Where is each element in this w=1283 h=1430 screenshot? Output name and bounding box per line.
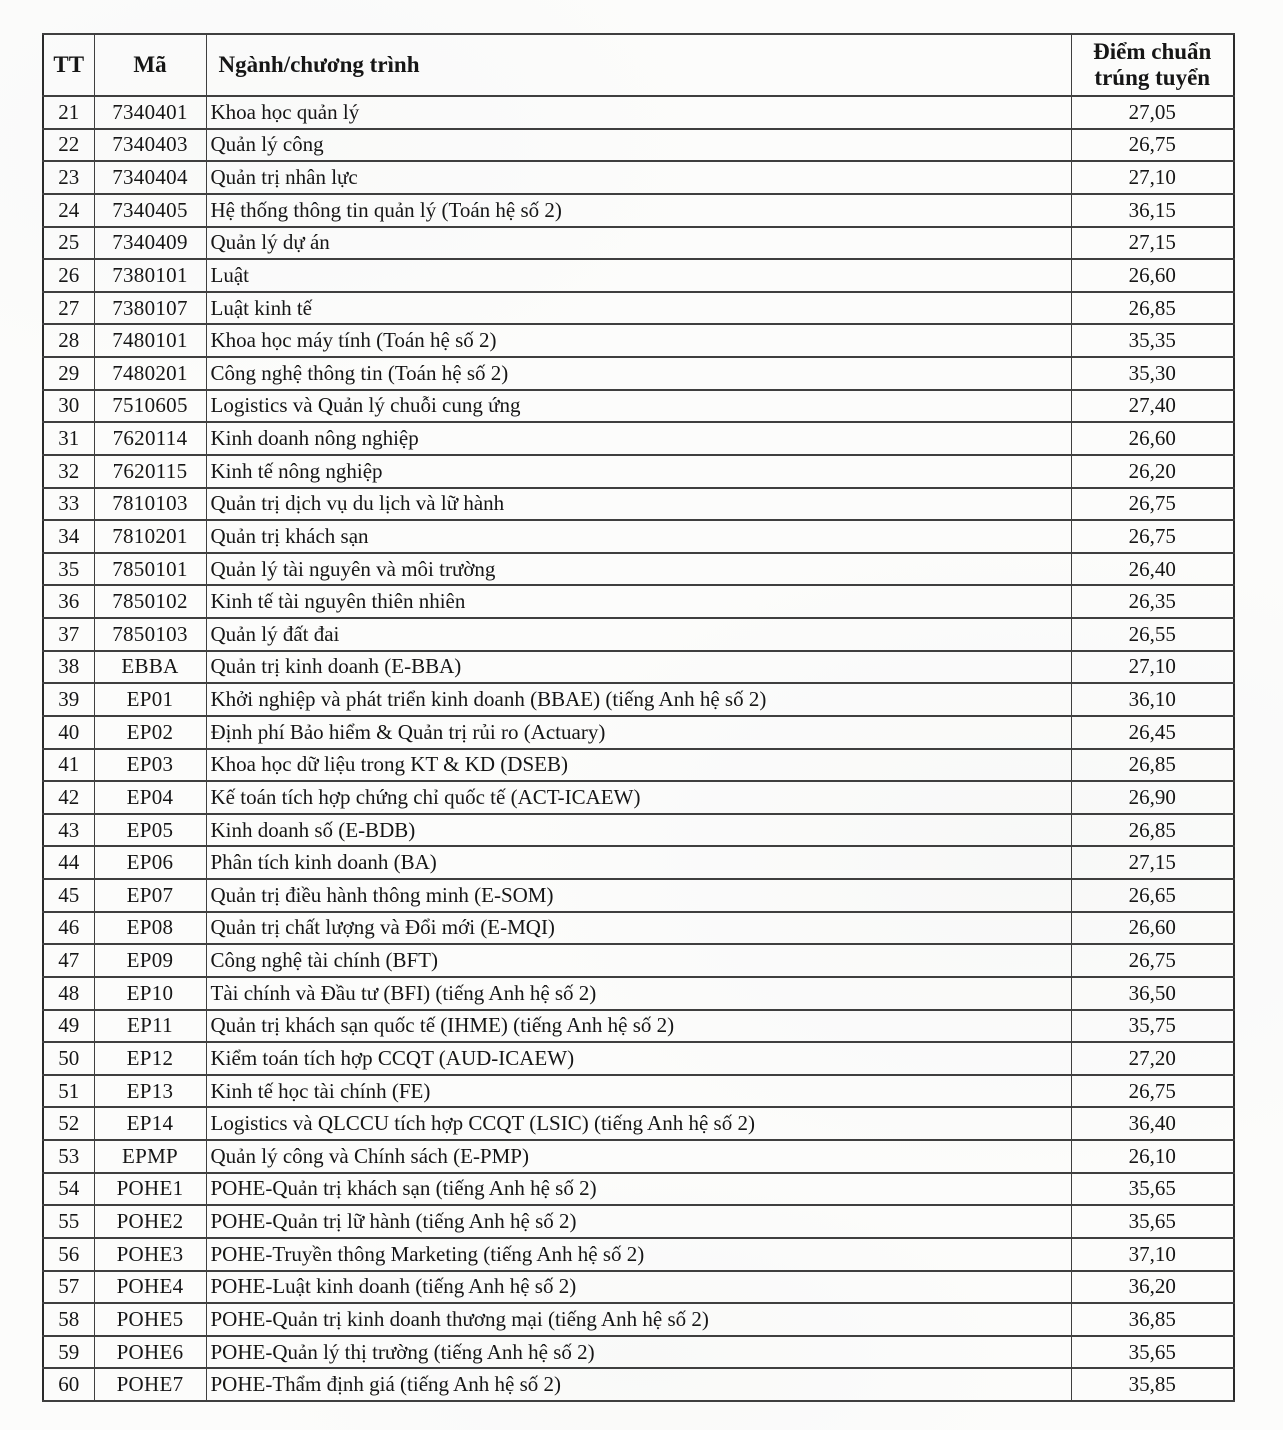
- table-row: [43, 422, 1234, 455]
- table-row: [43, 390, 1234, 423]
- cell-code: POHE7: [94, 1368, 206, 1401]
- cell-score: 36,50: [1071, 977, 1234, 1010]
- column-header-tt: TT: [43, 34, 94, 96]
- table-row: [43, 716, 1234, 749]
- cell-code: 7340401: [94, 96, 206, 129]
- cell-code: 7380101: [94, 259, 206, 292]
- cell-program: POHE-Quản lý thị trường (tiếng Anh hệ số 2): [206, 1336, 1071, 1369]
- cell-tt: 21: [43, 96, 94, 129]
- table-row: [43, 618, 1234, 651]
- cell-score: 35,65: [1071, 1205, 1234, 1238]
- cell-program: POHE-Quản trị lữ hành (tiếng Anh hệ số 2): [206, 1205, 1071, 1238]
- cell-score: 27,15: [1071, 846, 1234, 879]
- cell-code: POHE2: [94, 1205, 206, 1238]
- table-row: [43, 96, 1234, 129]
- cell-program: Kinh tế nông nghiệp: [206, 455, 1071, 488]
- cell-code: EP11: [94, 1010, 206, 1043]
- cell-tt: 60: [43, 1368, 94, 1401]
- cell-score: 26,60: [1071, 422, 1234, 455]
- cell-tt: 50: [43, 1042, 94, 1075]
- cell-program: Kinh tế học tài chính (FE): [206, 1075, 1071, 1108]
- cell-program: Khoa học quản lý: [206, 96, 1071, 129]
- cell-score: 26,75: [1071, 1075, 1234, 1108]
- cell-tt: 44: [43, 846, 94, 879]
- table-row: [43, 814, 1234, 847]
- table-row: [43, 846, 1234, 879]
- cell-program: Kế toán tích hợp chứng chỉ quốc tế (ACT-ICAEW): [206, 781, 1071, 814]
- cell-code: 7850102: [94, 585, 206, 618]
- cell-program: Logistics và Quản lý chuỗi cung ứng: [206, 390, 1071, 423]
- table-row: [43, 651, 1234, 684]
- cell-program: Luật: [206, 259, 1071, 292]
- cell-score: 36,15: [1071, 194, 1234, 227]
- cell-score: 26,75: [1071, 944, 1234, 977]
- cell-score: 26,60: [1071, 259, 1234, 292]
- cell-tt: 56: [43, 1238, 94, 1271]
- table-row: [43, 1173, 1234, 1206]
- cell-score: 27,10: [1071, 161, 1234, 194]
- cell-code: POHE5: [94, 1303, 206, 1336]
- table-header: [43, 34, 1234, 96]
- table-row: [43, 1010, 1234, 1043]
- cell-tt: 28: [43, 324, 94, 357]
- cell-code: EP14: [94, 1107, 206, 1140]
- table-row: [43, 781, 1234, 814]
- table-row: [43, 1140, 1234, 1173]
- cell-tt: 55: [43, 1205, 94, 1238]
- cell-tt: 52: [43, 1107, 94, 1140]
- cell-score: 36,10: [1071, 683, 1234, 716]
- cell-score: 27,05: [1071, 96, 1234, 129]
- table-row: [43, 357, 1234, 390]
- cell-program: Quản lý công và Chính sách (E-PMP): [206, 1140, 1071, 1173]
- cell-program: POHE-Thẩm định giá (tiếng Anh hệ số 2): [206, 1368, 1071, 1401]
- cell-program: Kinh doanh nông nghiệp: [206, 422, 1071, 455]
- cell-code: EBBA: [94, 651, 206, 684]
- cell-program: Logistics và QLCCU tích hợp CCQT (LSIC) (tiếng Anh hệ số 2): [206, 1107, 1071, 1140]
- cell-program: Quản lý dự án: [206, 227, 1071, 260]
- table-row: [43, 879, 1234, 912]
- cell-program: POHE-Truyền thông Marketing (tiếng Anh hệ số 2): [206, 1238, 1071, 1271]
- table-row: [43, 585, 1234, 618]
- table-row: [43, 1368, 1234, 1401]
- cell-tt: 24: [43, 194, 94, 227]
- cell-program: Quản trị khách sạn: [206, 520, 1071, 553]
- cell-code: POHE3: [94, 1238, 206, 1271]
- cell-program: Quản trị nhân lực: [206, 161, 1071, 194]
- cell-program: Luật kinh tế: [206, 292, 1071, 325]
- cell-code: POHE1: [94, 1173, 206, 1206]
- cell-tt: 31: [43, 422, 94, 455]
- cell-tt: 27: [43, 292, 94, 325]
- table-body: [43, 96, 1234, 1401]
- cell-program: Tài chính và Đầu tư (BFI) (tiếng Anh hệ số 2): [206, 977, 1071, 1010]
- cell-code: EP10: [94, 977, 206, 1010]
- cell-code: EP08: [94, 912, 206, 945]
- cell-code: EP12: [94, 1042, 206, 1075]
- cell-score: 37,10: [1071, 1238, 1234, 1271]
- table-row: [43, 455, 1234, 488]
- cell-score: 26,35: [1071, 585, 1234, 618]
- cell-tt: 22: [43, 129, 94, 162]
- cell-tt: 36: [43, 585, 94, 618]
- cell-program: Quản trị khách sạn quốc tế (IHME) (tiếng Anh hệ số 2): [206, 1010, 1071, 1043]
- table-header-row: [43, 34, 1234, 96]
- table-row: [43, 259, 1234, 292]
- table-row: [43, 683, 1234, 716]
- cell-program: Quản trị kinh doanh (E-BBA): [206, 651, 1071, 684]
- cell-tt: 42: [43, 781, 94, 814]
- cell-tt: 25: [43, 227, 94, 260]
- cell-program: Công nghệ thông tin (Toán hệ số 2): [206, 357, 1071, 390]
- cell-code: EP09: [94, 944, 206, 977]
- cell-code: EP04: [94, 781, 206, 814]
- cell-tt: 23: [43, 161, 94, 194]
- cell-tt: 43: [43, 814, 94, 847]
- cell-tt: 26: [43, 259, 94, 292]
- cell-tt: 53: [43, 1140, 94, 1173]
- table-row: [43, 520, 1234, 553]
- cell-score: 26,45: [1071, 716, 1234, 749]
- column-header-code: Mã: [94, 34, 206, 96]
- cell-tt: 45: [43, 879, 94, 912]
- cell-program: POHE-Luật kinh doanh (tiếng Anh hệ số 2): [206, 1271, 1071, 1304]
- cell-program: Quản lý tài nguyên và môi trường: [206, 553, 1071, 586]
- table-row: [43, 977, 1234, 1010]
- cell-score: 26,55: [1071, 618, 1234, 651]
- cell-tt: 41: [43, 749, 94, 782]
- cell-tt: 30: [43, 390, 94, 423]
- cell-program: POHE-Quản trị khách sạn (tiếng Anh hệ số 2): [206, 1173, 1071, 1206]
- cell-score: 35,65: [1071, 1336, 1234, 1369]
- table-row: [43, 1336, 1234, 1369]
- cell-score: 26,90: [1071, 781, 1234, 814]
- cell-score: 26,10: [1071, 1140, 1234, 1173]
- table-row: [43, 129, 1234, 162]
- cell-score: 26,20: [1071, 455, 1234, 488]
- cell-tt: 40: [43, 716, 94, 749]
- cell-code: EPMP: [94, 1140, 206, 1173]
- cell-code: 7480101: [94, 324, 206, 357]
- cell-program: Khởi nghiệp và phát triển kinh doanh (BBAE) (tiếng Anh hệ số 2): [206, 683, 1071, 716]
- cell-program: Khoa học dữ liệu trong KT & KD (DSEB): [206, 749, 1071, 782]
- cell-score: 36,40: [1071, 1107, 1234, 1140]
- cell-tt: 46: [43, 912, 94, 945]
- cell-program: Quản trị điều hành thông minh (E-SOM): [206, 879, 1071, 912]
- table-row: [43, 488, 1234, 521]
- admission-scores-table: [42, 33, 1235, 1402]
- table-row: [43, 227, 1234, 260]
- cell-code: EP13: [94, 1075, 206, 1108]
- cell-score: 27,10: [1071, 651, 1234, 684]
- cell-code: 7620114: [94, 422, 206, 455]
- cell-tt: 29: [43, 357, 94, 390]
- cell-code: 7620115: [94, 455, 206, 488]
- cell-tt: 39: [43, 683, 94, 716]
- cell-code: POHE4: [94, 1271, 206, 1304]
- table-row: [43, 553, 1234, 586]
- cell-program: Kinh doanh số (E-BDB): [206, 814, 1071, 847]
- cell-code: EP03: [94, 749, 206, 782]
- cell-score: 36,85: [1071, 1303, 1234, 1336]
- cell-tt: 49: [43, 1010, 94, 1043]
- cell-score: 26,85: [1071, 814, 1234, 847]
- cell-tt: 59: [43, 1336, 94, 1369]
- cell-tt: 34: [43, 520, 94, 553]
- table-row: [43, 1238, 1234, 1271]
- cell-score: 26,85: [1071, 749, 1234, 782]
- cell-score: 26,75: [1071, 129, 1234, 162]
- cell-code: 7480201: [94, 357, 206, 390]
- cell-program: Kiểm toán tích hợp CCQT (AUD-ICAEW): [206, 1042, 1071, 1075]
- cell-code: EP07: [94, 879, 206, 912]
- cell-tt: 32: [43, 455, 94, 488]
- cell-tt: 51: [43, 1075, 94, 1108]
- cell-code: 7850101: [94, 553, 206, 586]
- column-header-score: Điểm chuẩn trúng tuyển: [1071, 34, 1234, 96]
- cell-program: Công nghệ tài chính (BFT): [206, 944, 1071, 977]
- table-row: [43, 1107, 1234, 1140]
- cell-tt: 48: [43, 977, 94, 1010]
- cell-score: 26,60: [1071, 912, 1234, 945]
- cell-code: 7810103: [94, 488, 206, 521]
- cell-code: EP05: [94, 814, 206, 847]
- cell-code: 7380107: [94, 292, 206, 325]
- cell-score: 27,20: [1071, 1042, 1234, 1075]
- cell-code: EP06: [94, 846, 206, 879]
- cell-tt: 38: [43, 651, 94, 684]
- cell-score: 26,40: [1071, 553, 1234, 586]
- cell-code: 7340409: [94, 227, 206, 260]
- cell-program: Hệ thống thông tin quản lý (Toán hệ số 2): [206, 194, 1071, 227]
- table-row: [43, 1303, 1234, 1336]
- cell-program: Quản lý đất đai: [206, 618, 1071, 651]
- cell-code: 7340404: [94, 161, 206, 194]
- table-row: [43, 1042, 1234, 1075]
- table-row: [43, 1205, 1234, 1238]
- cell-program: Kinh tế tài nguyên thiên nhiên: [206, 585, 1071, 618]
- cell-tt: 37: [43, 618, 94, 651]
- cell-program: Quản trị chất lượng và Đổi mới (E-MQI): [206, 912, 1071, 945]
- cell-score: 26,75: [1071, 488, 1234, 521]
- cell-program: Quản lý công: [206, 129, 1071, 162]
- cell-score: 35,85: [1071, 1368, 1234, 1401]
- cell-code: 7810201: [94, 520, 206, 553]
- table-row: [43, 1271, 1234, 1304]
- cell-score: 35,75: [1071, 1010, 1234, 1043]
- table-row: [43, 324, 1234, 357]
- cell-tt: 58: [43, 1303, 94, 1336]
- cell-code: 7340405: [94, 194, 206, 227]
- cell-tt: 35: [43, 553, 94, 586]
- cell-score: 36,20: [1071, 1271, 1234, 1304]
- cell-score: 35,65: [1071, 1173, 1234, 1206]
- column-header-program: Ngành/chương trình: [206, 34, 1071, 96]
- table-row: [43, 749, 1234, 782]
- cell-tt: 33: [43, 488, 94, 521]
- table-row: [43, 292, 1234, 325]
- cell-program: Định phí Bảo hiểm & Quản trị rủi ro (Actuary): [206, 716, 1071, 749]
- table-row: [43, 912, 1234, 945]
- cell-score: 26,85: [1071, 292, 1234, 325]
- cell-code: 7850103: [94, 618, 206, 651]
- cell-code: 7510605: [94, 390, 206, 423]
- cell-score: 27,40: [1071, 390, 1234, 423]
- cell-score: 35,35: [1071, 324, 1234, 357]
- cell-tt: 47: [43, 944, 94, 977]
- cell-code: POHE6: [94, 1336, 206, 1369]
- table-row: [43, 161, 1234, 194]
- cell-score: 35,30: [1071, 357, 1234, 390]
- cell-score: 27,15: [1071, 227, 1234, 260]
- cell-score: 26,75: [1071, 520, 1234, 553]
- table-row: [43, 194, 1234, 227]
- cell-code: 7340403: [94, 129, 206, 162]
- table-row: [43, 1075, 1234, 1108]
- cell-tt: 54: [43, 1173, 94, 1206]
- cell-program: Phân tích kinh doanh (BA): [206, 846, 1071, 879]
- cell-tt: 57: [43, 1271, 94, 1304]
- cell-program: Quản trị dịch vụ du lịch và lữ hành: [206, 488, 1071, 521]
- cell-code: EP02: [94, 716, 206, 749]
- cell-code: EP01: [94, 683, 206, 716]
- table-row: [43, 944, 1234, 977]
- cell-score: 26,65: [1071, 879, 1234, 912]
- cell-program: Khoa học máy tính (Toán hệ số 2): [206, 324, 1071, 357]
- cell-program: POHE-Quản trị kinh doanh thương mại (tiếng Anh hệ số 2): [206, 1303, 1071, 1336]
